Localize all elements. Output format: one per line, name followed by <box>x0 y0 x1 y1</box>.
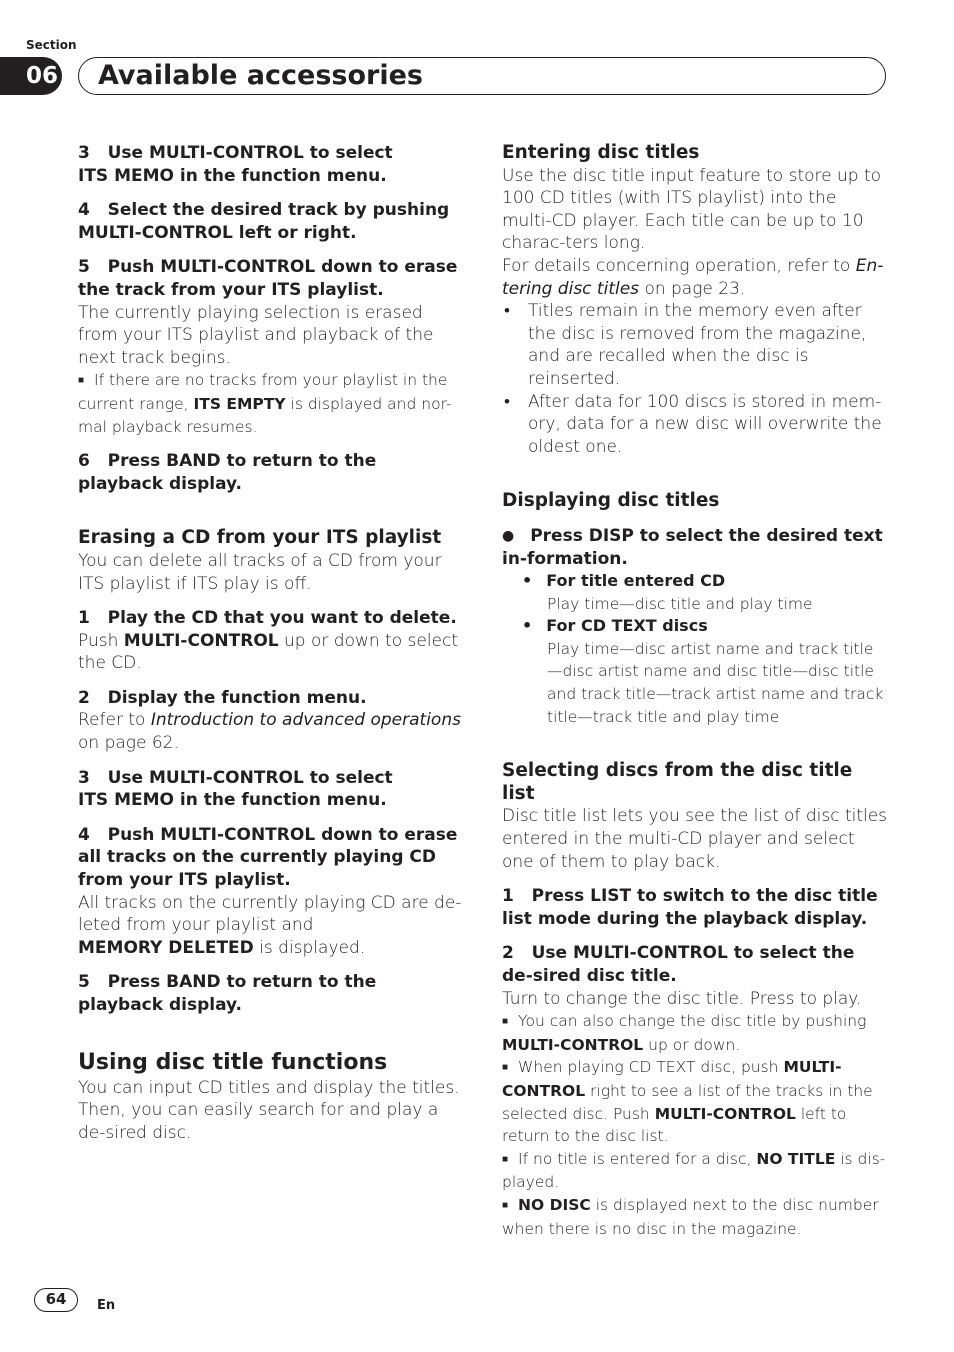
section-number-badge: 06 <box>0 57 62 95</box>
entering-heading: Entering disc titles <box>502 142 700 163</box>
option-cd-text: • For CD TEXT discs <box>522 616 708 636</box>
entering-bullets <box>502 300 888 458</box>
list-item: • Titles remain in the memory even after the disc is removed from the magazine, and are recalled when the disc is reinserted. <box>502 300 888 390</box>
select-step-1: 1 Press LIST to switch to the disc title list mode during the playback display. <box>502 886 878 929</box>
option-title-entered: • For title entered CD <box>522 571 726 591</box>
step-5-body: The currently playing selection is erased from your ITS playlist and playback of the next track begins. <box>78 302 434 368</box>
section-label: Section <box>26 38 77 52</box>
language-label: En <box>97 1298 116 1313</box>
display-options <box>522 570 888 728</box>
erase-heading: Erasing a CD from your ITS playlist <box>78 527 442 549</box>
page-title: Available accessories <box>98 60 423 91</box>
erase-step-1-body: Push MULTI-CONTROL up or down to select the CD. <box>78 630 459 674</box>
list-item: • After data for 100 discs is stored in mem-ory, data for a new disc will overwrite the oldest one. <box>502 391 888 459</box>
erase-step-1: 1 Play the CD that you want to delete. <box>78 608 457 629</box>
step-5-note: ■ If there are no tracks from your playlist in the current range, ITS EMPTY is displayed and nor-mal playback resumes. <box>78 371 452 436</box>
select-note-3: ■ If no title is entered for a disc, NO TITLE is dis-played. <box>502 1149 886 1192</box>
step-5: 5 Push MULTI-CONTROL down to erase the track from your ITS playlist. <box>78 257 458 300</box>
left-column <box>78 142 463 1144</box>
option-cd-text-body: Play time—disc artist name and track title—disc artist name and disc title—disc title and track title—track artist name and track title—track title and play time <box>547 639 884 726</box>
displaying-heading: Displaying disc titles <box>502 490 720 512</box>
step-3: 3 Use MULTI-CONTROL to select ITS MEMO in the function menu. <box>78 143 393 186</box>
square-bullet-icon: ■ <box>502 1199 509 1211</box>
square-bullet-icon: ■ <box>502 1153 509 1165</box>
displaying-step: ● Press DISP to select the desired text in-formation. <box>502 525 883 569</box>
right-column <box>502 142 888 1240</box>
square-bullet-icon: ■ <box>502 1062 509 1074</box>
select-note-4: ■ NO DISC is displayed next to the disc number when there is no disc in the magazine. <box>502 1195 879 1238</box>
step-6: 6 Press BAND to return to the playback display. <box>78 451 377 494</box>
option-title-entered-body: Play time—disc title and play time <box>547 594 813 613</box>
entering-body: Use the disc title input feature to store up to 100 CD titles (with ITS playlist) into the multi-CD player. Each title can be up to 10 charac-ters long. <box>502 165 882 254</box>
square-bullet-icon: ■ <box>502 1016 509 1028</box>
page-number: 64 <box>34 1288 78 1312</box>
erase-step-2-body: Refer to Introduction to advanced operations on page 62. <box>78 710 461 754</box>
select-note-2: ■ When playing CD TEXT disc, push MULTI-CONTROL right to see a list of the tracks in the selected disc. Push MULTI-CONTROL left to return to the disc list. <box>502 1058 873 1146</box>
erase-step-2: 2 Display the function menu. <box>78 687 367 708</box>
selecting-body: Disc title list lets you see the list of disc titles entered in the multi-CD player and select one of them to play back. <box>502 806 888 872</box>
erase-step-4-body: All tracks on the currently playing CD are de-leted from your playlist and MEMORY DELETED is displayed. <box>78 892 462 958</box>
selecting-heading: Selecting discs from the disc title list <box>502 760 853 804</box>
using-heading: Using disc title functions <box>78 1049 388 1075</box>
using-body: You can input CD titles and display the titles. Then, you can easily search for and play a de-sired disc. <box>78 1077 460 1143</box>
erase-body: You can delete all tracks of a CD from your ITS playlist if ITS play is off. <box>78 550 442 594</box>
erase-step-5: 5 Press BAND to return to the playback display. <box>78 972 377 1015</box>
square-bullet-icon: ■ <box>78 375 85 387</box>
step-4: 4 Select the desired track by pushing MULTI-CONTROL left or right. <box>78 200 450 243</box>
select-step-2: 2 Use MULTI-CONTROL to select the de-sired disc title. <box>502 943 855 986</box>
round-bullet-icon: ● <box>502 527 515 544</box>
entering-reference: For details concerning operation, refer to En-tering disc titles on page 23. <box>502 255 884 299</box>
select-note-1: ■ You can also change the disc title by pushing MULTI-CONTROL up or down. <box>502 1012 867 1054</box>
erase-step-3: 3 Use MULTI-CONTROL to select ITS MEMO in the function menu. <box>78 767 393 811</box>
erase-step-4: 4 Push MULTI-CONTROL down to erase all tracks on the currently playing CD from your ITS playlist. <box>78 824 458 891</box>
select-step-2-body: Turn to change the disc title. Press to play. <box>502 988 862 1009</box>
